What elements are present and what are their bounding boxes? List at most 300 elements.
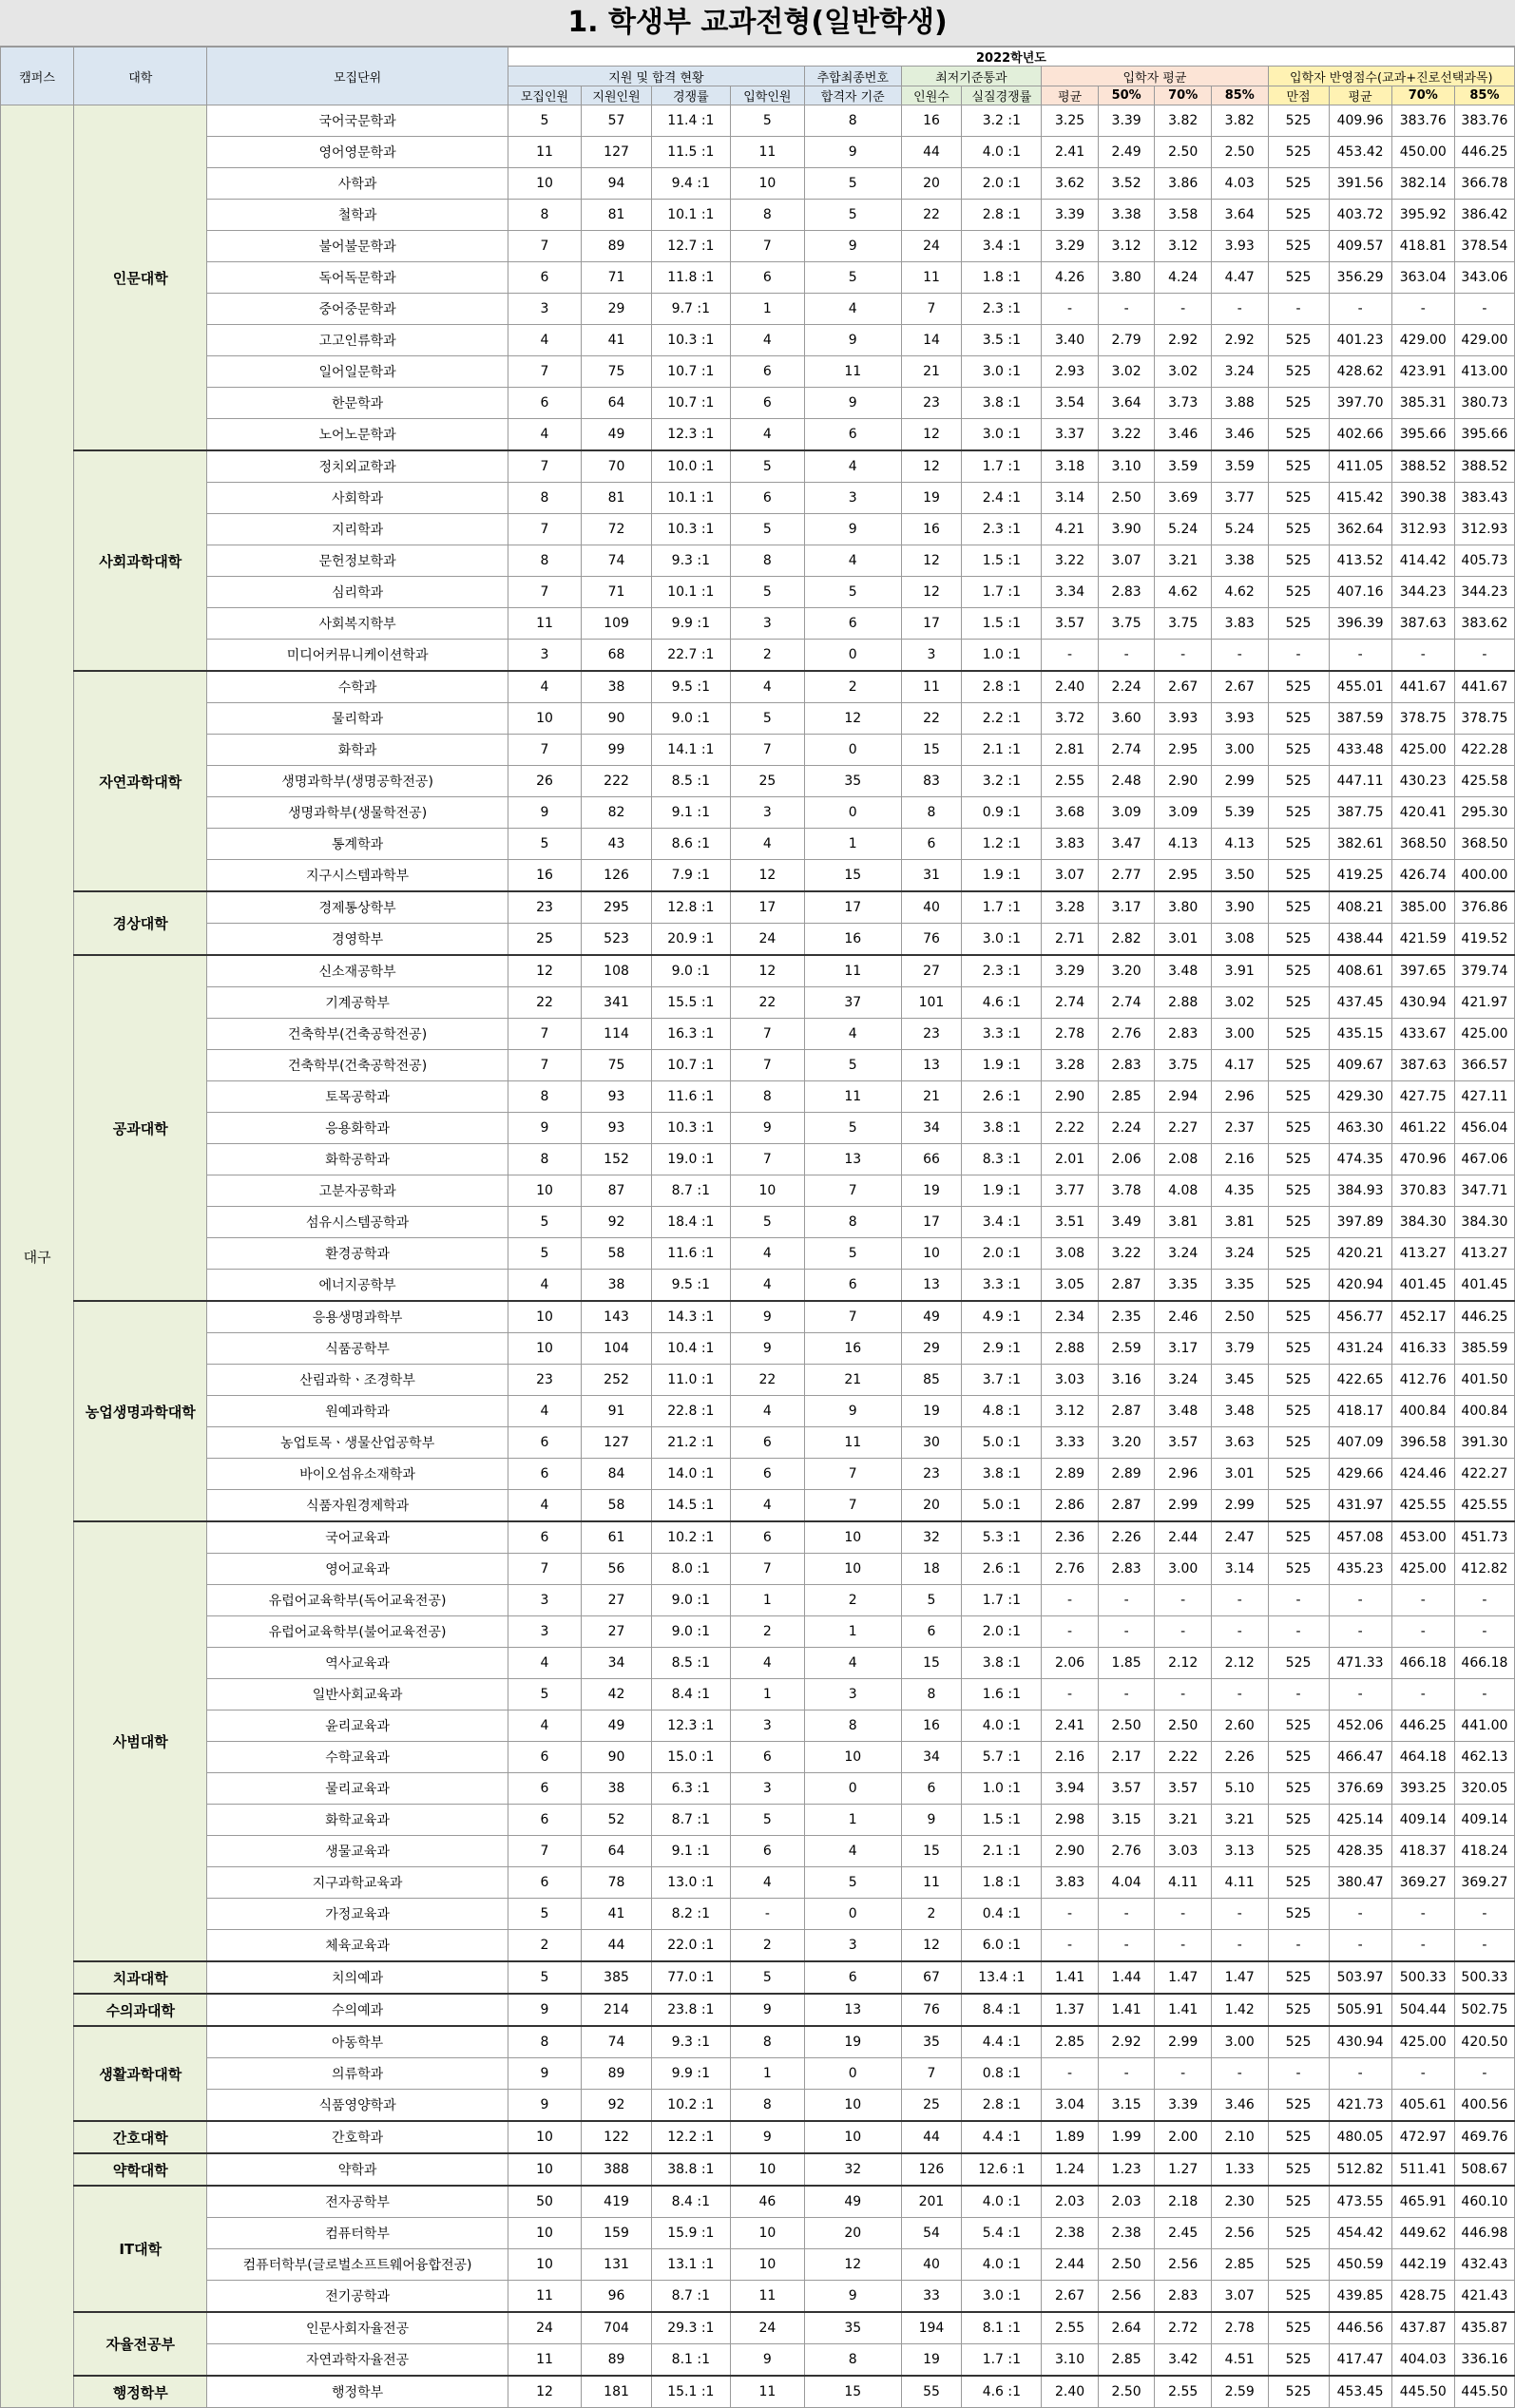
value-cell: 8.4 :1 bbox=[651, 2186, 730, 2218]
unit-cell: 응용화학과 bbox=[207, 1113, 508, 1144]
value-cell: 99 bbox=[582, 735, 652, 766]
value-cell: 6.0 :1 bbox=[962, 1930, 1042, 1962]
table-row bbox=[1, 860, 1515, 892]
value-cell: 2.8 :1 bbox=[962, 2090, 1042, 2122]
value-cell: - bbox=[1098, 640, 1155, 672]
value-cell: 0 bbox=[805, 797, 901, 829]
value-cell: 5 bbox=[730, 105, 804, 137]
value-cell: 2.71 bbox=[1042, 924, 1099, 956]
value-cell: 9.1 :1 bbox=[651, 797, 730, 829]
value-cell: - bbox=[1211, 1585, 1268, 1616]
value-cell: 453.45 bbox=[1329, 2376, 1391, 2408]
value-cell: 1.7 :1 bbox=[962, 577, 1042, 608]
header-college: 대학 bbox=[74, 48, 207, 105]
value-cell: 413.27 bbox=[1454, 1238, 1514, 1270]
value-cell: 104 bbox=[582, 1333, 652, 1365]
value-cell: 3.64 bbox=[1098, 388, 1155, 419]
value-cell: 5.0 :1 bbox=[962, 1490, 1042, 1522]
value-cell: 3.02 bbox=[1211, 987, 1268, 1019]
value-cell: - bbox=[1098, 1585, 1155, 1616]
value-cell: 525 bbox=[1268, 1899, 1329, 1930]
value-cell: - bbox=[1329, 1930, 1391, 1962]
value-cell: 384.93 bbox=[1329, 1175, 1391, 1207]
value-cell: 3.46 bbox=[1211, 419, 1268, 451]
value-cell: 8.3 :1 bbox=[962, 1144, 1042, 1175]
value-cell: 2.26 bbox=[1211, 1742, 1268, 1773]
value-cell: 388.52 bbox=[1391, 450, 1454, 483]
value-cell: - bbox=[1329, 1585, 1391, 1616]
value-cell: 4 bbox=[508, 671, 581, 703]
value-cell: - bbox=[1268, 2058, 1329, 2090]
value-cell: 9 bbox=[805, 514, 901, 545]
value-cell: 2.40 bbox=[1042, 671, 1099, 703]
value-cell: 424.46 bbox=[1391, 1459, 1454, 1490]
value-cell: 428.62 bbox=[1329, 356, 1391, 388]
value-cell: 38 bbox=[582, 1773, 652, 1805]
value-cell: 525 bbox=[1268, 766, 1329, 797]
unit-cell: 고고인류학과 bbox=[207, 325, 508, 356]
value-cell: 433.67 bbox=[1391, 1019, 1454, 1050]
header-sub: 70% bbox=[1155, 86, 1212, 105]
table-row bbox=[1, 1427, 1515, 1459]
value-cell: 2.83 bbox=[1098, 577, 1155, 608]
value-cell: 3.29 bbox=[1042, 231, 1099, 262]
value-cell: 22.0 :1 bbox=[651, 1930, 730, 1962]
value-cell: 1.0 :1 bbox=[962, 1773, 1042, 1805]
value-cell: 7 bbox=[508, 1019, 581, 1050]
value-cell: 525 bbox=[1268, 2218, 1329, 2249]
value-cell: 525 bbox=[1268, 1144, 1329, 1175]
value-cell: 1.89 bbox=[1042, 2121, 1099, 2153]
value-cell: 383.76 bbox=[1391, 105, 1454, 137]
value-cell: 26 bbox=[508, 766, 581, 797]
value-cell: 446.25 bbox=[1454, 1301, 1514, 1333]
value-cell: 3.48 bbox=[1211, 1396, 1268, 1427]
value-cell: 420.50 bbox=[1454, 2026, 1514, 2058]
value-cell: 435.87 bbox=[1454, 2312, 1514, 2344]
value-cell: 8.5 :1 bbox=[651, 766, 730, 797]
value-cell: 525 bbox=[1268, 1175, 1329, 1207]
value-cell: 404.03 bbox=[1391, 2344, 1454, 2377]
value-cell: 437.45 bbox=[1329, 987, 1391, 1019]
value-cell: 4 bbox=[508, 419, 581, 451]
value-cell: 4 bbox=[730, 1270, 804, 1302]
table-row bbox=[1, 325, 1515, 356]
value-cell: 5 bbox=[805, 200, 901, 231]
value-cell: 181 bbox=[582, 2376, 652, 2408]
value-cell: 9 bbox=[805, 2281, 901, 2313]
value-cell: 3.82 bbox=[1155, 105, 1212, 137]
value-cell: 5 bbox=[901, 1585, 962, 1616]
value-cell: 89 bbox=[582, 231, 652, 262]
value-cell: 2.3 :1 bbox=[962, 955, 1042, 987]
value-cell: 68 bbox=[582, 640, 652, 672]
value-cell: 10 bbox=[508, 1301, 581, 1333]
value-cell: 4.24 bbox=[1155, 262, 1212, 294]
value-cell: 15 bbox=[805, 860, 901, 892]
value-cell: 362.64 bbox=[1329, 514, 1391, 545]
table-row bbox=[1, 2026, 1515, 2058]
value-cell: 3.57 bbox=[1155, 1427, 1212, 1459]
value-cell: 8 bbox=[901, 797, 962, 829]
value-cell: 4 bbox=[805, 450, 901, 483]
value-cell: 525 bbox=[1268, 325, 1329, 356]
value-cell: 421.97 bbox=[1454, 987, 1514, 1019]
value-cell: 0 bbox=[805, 735, 901, 766]
value-cell: 376.86 bbox=[1454, 891, 1514, 924]
value-cell: 3.8 :1 bbox=[962, 388, 1042, 419]
value-cell: 431.24 bbox=[1329, 1333, 1391, 1365]
value-cell: 2.41 bbox=[1042, 1710, 1099, 1742]
value-cell: 50 bbox=[508, 2186, 581, 2218]
value-cell: 3 bbox=[730, 1773, 804, 1805]
value-cell: 414.42 bbox=[1391, 545, 1454, 577]
value-cell: 480.05 bbox=[1329, 2121, 1391, 2153]
value-cell: 3.69 bbox=[1155, 483, 1212, 514]
value-cell: 336.16 bbox=[1454, 2344, 1514, 2377]
value-cell: 388 bbox=[582, 2153, 652, 2186]
value-cell: - bbox=[1329, 1679, 1391, 1710]
unit-cell: 컴퓨터학부(글로벌소프트웨어융합전공) bbox=[207, 2249, 508, 2281]
value-cell: 2.55 bbox=[1155, 2376, 1212, 2408]
value-cell: 41 bbox=[582, 1899, 652, 1930]
value-cell: 525 bbox=[1268, 2090, 1329, 2122]
value-cell: 22 bbox=[901, 200, 962, 231]
value-cell: 409.96 bbox=[1329, 105, 1391, 137]
value-cell: 3.35 bbox=[1155, 1270, 1212, 1302]
value-cell: 401.45 bbox=[1391, 1270, 1454, 1302]
unit-cell: 토목공학과 bbox=[207, 1081, 508, 1113]
value-cell: 2.93 bbox=[1042, 356, 1099, 388]
value-cell: 35 bbox=[805, 2312, 901, 2344]
value-cell: 370.83 bbox=[1391, 1175, 1454, 1207]
value-cell: 2.49 bbox=[1098, 137, 1155, 168]
value-cell: 9.0 :1 bbox=[651, 1585, 730, 1616]
value-cell: 378.75 bbox=[1454, 703, 1514, 735]
table-row bbox=[1, 1175, 1515, 1207]
table-row bbox=[1, 2344, 1515, 2377]
value-cell: 396.58 bbox=[1391, 1427, 1454, 1459]
value-cell: 10 bbox=[730, 2218, 804, 2249]
value-cell: 3.51 bbox=[1042, 1207, 1099, 1238]
value-cell: 12 bbox=[730, 955, 804, 987]
value-cell: 3.93 bbox=[1211, 703, 1268, 735]
value-cell: 525 bbox=[1268, 231, 1329, 262]
value-cell: 10.3 :1 bbox=[651, 1113, 730, 1144]
value-cell: 3.8 :1 bbox=[962, 1648, 1042, 1679]
unit-cell: 사회학과 bbox=[207, 483, 508, 514]
value-cell: 17 bbox=[901, 608, 962, 640]
table-row bbox=[1, 924, 1515, 956]
value-cell: 525 bbox=[1268, 577, 1329, 608]
value-cell: 57 bbox=[582, 105, 652, 137]
value-cell: 13.4 :1 bbox=[962, 1961, 1042, 1994]
unit-cell: 생명과학부(생물학전공) bbox=[207, 797, 508, 829]
value-cell: 131 bbox=[582, 2249, 652, 2281]
value-cell: 3.22 bbox=[1098, 1238, 1155, 1270]
value-cell: 3.0 :1 bbox=[962, 2281, 1042, 2313]
value-cell: 525 bbox=[1268, 168, 1329, 200]
table-row bbox=[1, 797, 1515, 829]
value-cell: 6 bbox=[730, 1836, 804, 1867]
table-row bbox=[1, 1585, 1515, 1616]
table-row bbox=[1, 1050, 1515, 1081]
value-cell: 8.7 :1 bbox=[651, 1805, 730, 1836]
value-cell: 10 bbox=[805, 2121, 901, 2153]
value-cell: 84 bbox=[582, 1459, 652, 1490]
table-row bbox=[1, 1019, 1515, 1050]
value-cell: 16 bbox=[805, 1333, 901, 1365]
value-cell: 11.0 :1 bbox=[651, 1365, 730, 1396]
value-cell: 413.00 bbox=[1454, 356, 1514, 388]
value-cell: 393.25 bbox=[1391, 1773, 1454, 1805]
value-cell: 3.48 bbox=[1155, 955, 1212, 987]
value-cell: 435.23 bbox=[1329, 1554, 1391, 1585]
value-cell: 90 bbox=[582, 703, 652, 735]
value-cell: 453.42 bbox=[1329, 137, 1391, 168]
unit-cell: 약학과 bbox=[207, 2153, 508, 2186]
value-cell: 3.00 bbox=[1211, 2026, 1268, 2058]
header-sub: 평균 bbox=[1329, 86, 1391, 105]
value-cell: 15.1 :1 bbox=[651, 2376, 730, 2408]
value-cell: 295 bbox=[582, 891, 652, 924]
value-cell: 3 bbox=[730, 1710, 804, 1742]
value-cell: 3.8 :1 bbox=[962, 1459, 1042, 1490]
value-cell: 10.7 :1 bbox=[651, 1050, 730, 1081]
value-cell: 3.29 bbox=[1042, 955, 1099, 987]
value-cell: 0.4 :1 bbox=[962, 1899, 1042, 1930]
campus-cell: 대구 bbox=[1, 105, 74, 2408]
unit-cell: 일어일문학과 bbox=[207, 356, 508, 388]
value-cell: 462.13 bbox=[1454, 1742, 1514, 1773]
value-cell: 8 bbox=[730, 2090, 804, 2122]
value-cell: 466.18 bbox=[1454, 1648, 1514, 1679]
value-cell: 525 bbox=[1268, 891, 1329, 924]
value-cell: 408.61 bbox=[1329, 955, 1391, 987]
value-cell: 3.01 bbox=[1155, 924, 1212, 956]
value-cell: 525 bbox=[1268, 860, 1329, 892]
value-cell: 81 bbox=[582, 483, 652, 514]
value-cell: 23.8 :1 bbox=[651, 1994, 730, 2026]
value-cell: 396.39 bbox=[1329, 608, 1391, 640]
value-cell: 4 bbox=[508, 1396, 581, 1427]
value-cell: 420.21 bbox=[1329, 1238, 1391, 1270]
value-cell: 23 bbox=[508, 891, 581, 924]
college-cell: 사범대학 bbox=[74, 1521, 207, 1961]
value-cell: 2.83 bbox=[1155, 1019, 1212, 1050]
value-cell: 89 bbox=[582, 2344, 652, 2377]
value-cell: 9.3 :1 bbox=[651, 2026, 730, 2058]
value-cell: 9 bbox=[508, 1113, 581, 1144]
unit-cell: 수학교육과 bbox=[207, 1742, 508, 1773]
header-campus: 캠퍼스 bbox=[1, 48, 74, 105]
value-cell: 3.08 bbox=[1211, 924, 1268, 956]
value-cell: 29.3 :1 bbox=[651, 2312, 730, 2344]
value-cell: - bbox=[1268, 1679, 1329, 1710]
value-cell: 4.0 :1 bbox=[962, 137, 1042, 168]
value-cell: 427.75 bbox=[1391, 1081, 1454, 1113]
value-cell: - bbox=[1391, 1930, 1454, 1962]
unit-cell: 화학과 bbox=[207, 735, 508, 766]
value-cell: 525 bbox=[1268, 262, 1329, 294]
value-cell: 4 bbox=[805, 294, 901, 325]
value-cell: 1.6 :1 bbox=[962, 1679, 1042, 1710]
value-cell: 49 bbox=[805, 2186, 901, 2218]
value-cell: 3.14 bbox=[1042, 483, 1099, 514]
college-cell: 간호대학 bbox=[74, 2121, 207, 2153]
value-cell: 2.47 bbox=[1211, 1521, 1268, 1554]
value-cell: 421.73 bbox=[1329, 2090, 1391, 2122]
value-cell: 2.79 bbox=[1098, 325, 1155, 356]
value-cell: 11 bbox=[508, 608, 581, 640]
value-cell: 22 bbox=[730, 987, 804, 1019]
value-cell: 9 bbox=[805, 388, 901, 419]
value-cell: 3 bbox=[805, 483, 901, 514]
header-sub: 합격자 기준 bbox=[805, 86, 901, 105]
value-cell: 428.35 bbox=[1329, 1836, 1391, 1867]
unit-cell: 자연과학자율전공 bbox=[207, 2344, 508, 2377]
value-cell: 12 bbox=[805, 2249, 901, 2281]
value-cell: - bbox=[1211, 1899, 1268, 1930]
value-cell: 2.0 :1 bbox=[962, 1238, 1042, 1270]
value-cell: 3.24 bbox=[1155, 1238, 1212, 1270]
value-cell: 9.4 :1 bbox=[651, 168, 730, 200]
value-cell: 425.00 bbox=[1454, 1019, 1514, 1050]
table-row bbox=[1, 1773, 1515, 1805]
value-cell: 3.00 bbox=[1211, 1019, 1268, 1050]
value-cell: 3.21 bbox=[1155, 1805, 1212, 1836]
value-cell: 525 bbox=[1268, 1050, 1329, 1081]
value-cell: 93 bbox=[582, 1081, 652, 1113]
value-cell: 525 bbox=[1268, 987, 1329, 1019]
table-row bbox=[1, 1899, 1515, 1930]
value-cell: 412.82 bbox=[1454, 1554, 1514, 1585]
value-cell: 383.43 bbox=[1454, 483, 1514, 514]
value-cell: 2.00 bbox=[1155, 2121, 1212, 2153]
value-cell: 4.62 bbox=[1155, 577, 1212, 608]
value-cell: 4.8 :1 bbox=[962, 1396, 1042, 1427]
value-cell: 400.56 bbox=[1454, 2090, 1514, 2122]
value-cell: 379.74 bbox=[1454, 955, 1514, 987]
value-cell: 421.43 bbox=[1454, 2281, 1514, 2313]
value-cell: 5.0 :1 bbox=[962, 1427, 1042, 1459]
college-cell: 사회과학대학 bbox=[74, 450, 207, 671]
value-cell: 4.13 bbox=[1211, 829, 1268, 860]
value-cell: 3.04 bbox=[1042, 2090, 1099, 2122]
value-cell: 11 bbox=[508, 2281, 581, 2313]
value-cell: 31 bbox=[901, 860, 962, 892]
value-cell: 2.76 bbox=[1042, 1554, 1099, 1585]
value-cell: 3.24 bbox=[1211, 1238, 1268, 1270]
header-group-apply: 지원 및 합격 현황 bbox=[508, 67, 804, 86]
value-cell: 8.1 :1 bbox=[651, 2344, 730, 2377]
value-cell: 2.50 bbox=[1098, 2249, 1155, 2281]
value-cell: 3.77 bbox=[1042, 1175, 1099, 1207]
value-cell: 2.10 bbox=[1211, 2121, 1268, 2153]
value-cell: 12 bbox=[901, 450, 962, 483]
unit-cell: 수학과 bbox=[207, 671, 508, 703]
value-cell: 77.0 :1 bbox=[651, 1961, 730, 1994]
value-cell: 3.09 bbox=[1098, 797, 1155, 829]
value-cell: 4.6 :1 bbox=[962, 2376, 1042, 2408]
value-cell: 10.0 :1 bbox=[651, 450, 730, 483]
unit-cell: 환경공학과 bbox=[207, 1238, 508, 1270]
value-cell: 2.16 bbox=[1042, 1742, 1099, 1773]
value-cell: 1.23 bbox=[1098, 2153, 1155, 2186]
table-row bbox=[1, 2186, 1515, 2218]
value-cell: 6 bbox=[508, 1773, 581, 1805]
value-cell: 3.18 bbox=[1042, 450, 1099, 483]
value-cell: 9.3 :1 bbox=[651, 545, 730, 577]
value-cell: 16 bbox=[805, 924, 901, 956]
value-cell: 3.21 bbox=[1155, 545, 1212, 577]
value-cell: 5 bbox=[730, 1207, 804, 1238]
value-cell: 2.24 bbox=[1098, 1113, 1155, 1144]
value-cell: 23 bbox=[508, 1365, 581, 1396]
value-cell: 1.9 :1 bbox=[962, 1175, 1042, 1207]
value-cell: 1.5 :1 bbox=[962, 1805, 1042, 1836]
header-sub: 70% bbox=[1391, 86, 1454, 105]
value-cell: 500.33 bbox=[1391, 1961, 1454, 1994]
value-cell: 512.82 bbox=[1329, 2153, 1391, 2186]
value-cell: - bbox=[1391, 1899, 1454, 1930]
value-cell: 425.14 bbox=[1329, 1805, 1391, 1836]
value-cell: 4 bbox=[730, 325, 804, 356]
value-cell: 3.16 bbox=[1098, 1365, 1155, 1396]
unit-cell: 지리학과 bbox=[207, 514, 508, 545]
value-cell: 35 bbox=[901, 2026, 962, 2058]
value-cell: 12.2 :1 bbox=[651, 2121, 730, 2153]
unit-cell: 고분자공학과 bbox=[207, 1175, 508, 1207]
value-cell: 413.27 bbox=[1391, 1238, 1454, 1270]
unit-cell: 물리학과 bbox=[207, 703, 508, 735]
value-cell: 5.4 :1 bbox=[962, 2218, 1042, 2249]
table-row bbox=[1, 987, 1515, 1019]
value-cell: 5 bbox=[805, 577, 901, 608]
table-row bbox=[1, 450, 1515, 483]
table-row bbox=[1, 1648, 1515, 1679]
value-cell: 143 bbox=[582, 1301, 652, 1333]
value-cell: 2.96 bbox=[1155, 1459, 1212, 1490]
value-cell: 2.3 :1 bbox=[962, 514, 1042, 545]
header-sub: 85% bbox=[1454, 86, 1514, 105]
value-cell: 2.03 bbox=[1042, 2186, 1099, 2218]
value-cell: - bbox=[1211, 1679, 1268, 1710]
value-cell: 94 bbox=[582, 168, 652, 200]
value-cell: 401.50 bbox=[1454, 1365, 1514, 1396]
value-cell: 3.57 bbox=[1155, 1773, 1212, 1805]
value-cell: 1 bbox=[730, 2058, 804, 2090]
value-cell: 6 bbox=[730, 1427, 804, 1459]
value-cell: 27 bbox=[901, 955, 962, 987]
value-cell: 2.59 bbox=[1098, 1333, 1155, 1365]
value-cell: 2.67 bbox=[1211, 671, 1268, 703]
value-cell: 2.94 bbox=[1155, 1081, 1212, 1113]
value-cell: 363.04 bbox=[1391, 262, 1454, 294]
unit-cell: 철학과 bbox=[207, 200, 508, 231]
value-cell: 2.22 bbox=[1155, 1742, 1212, 1773]
value-cell: 2.92 bbox=[1098, 2026, 1155, 2058]
value-cell: 71 bbox=[582, 262, 652, 294]
value-cell: 3.75 bbox=[1155, 608, 1212, 640]
unit-cell: 간호학과 bbox=[207, 2121, 508, 2153]
value-cell: 2.34 bbox=[1042, 1301, 1099, 1333]
table-row bbox=[1, 1081, 1515, 1113]
table-row bbox=[1, 1144, 1515, 1175]
value-cell: 12 bbox=[901, 577, 962, 608]
value-cell: 3 bbox=[730, 797, 804, 829]
value-cell: 35 bbox=[805, 766, 901, 797]
